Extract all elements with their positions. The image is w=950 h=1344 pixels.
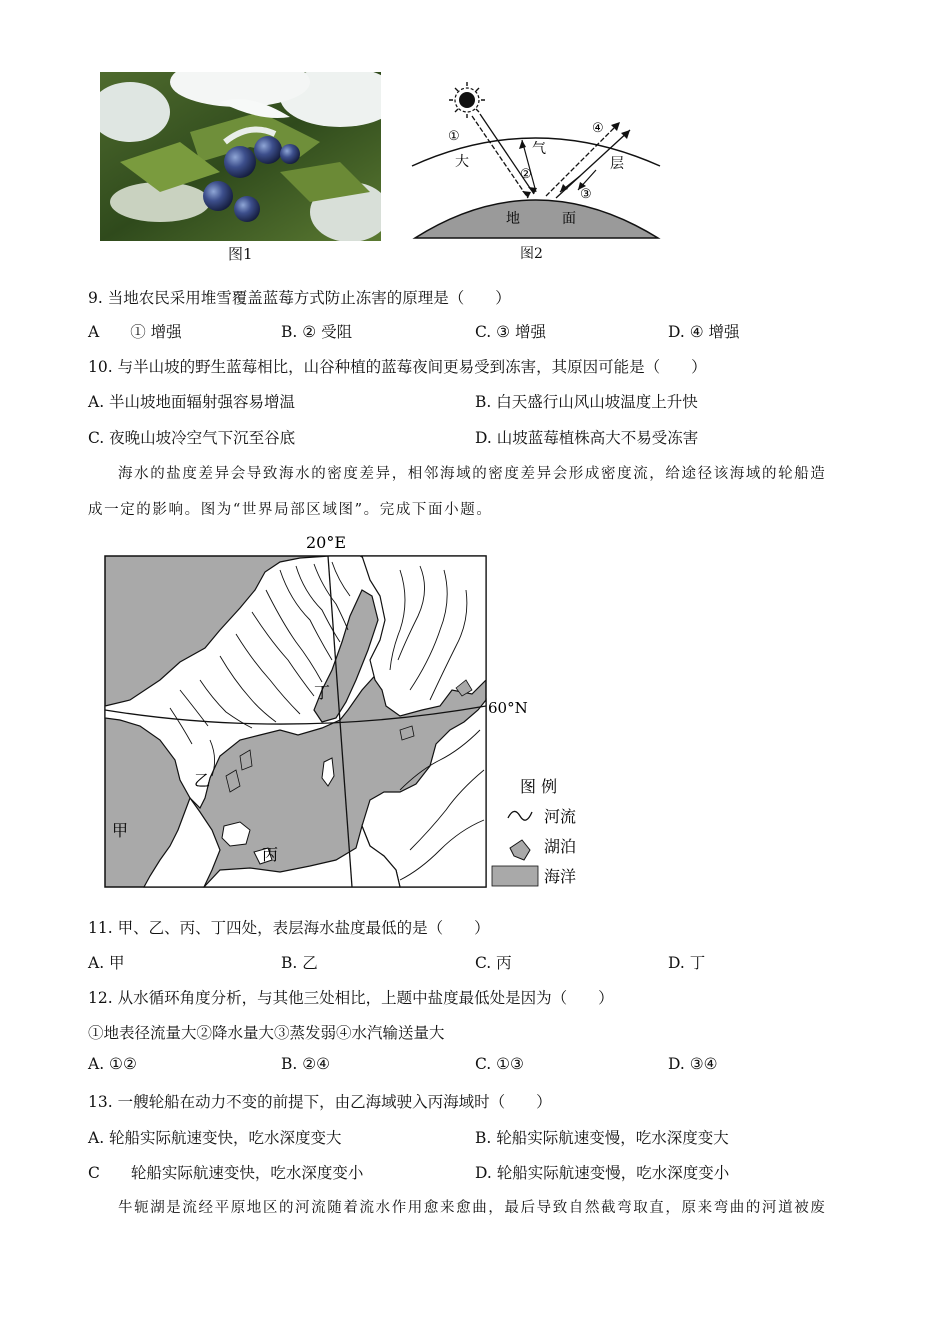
figure-1-caption: 图1	[228, 245, 253, 263]
place-jia: 甲	[112, 821, 129, 840]
question-11-option-c: C. 丙	[475, 954, 512, 972]
question-12-option-d: D. ③④	[668, 1055, 718, 1073]
label-atm-2: 气	[532, 141, 546, 157]
river-legend-icon	[508, 811, 532, 820]
place-bing: 丙	[262, 845, 279, 864]
ocean-legend-icon	[492, 866, 538, 886]
region-map	[100, 530, 600, 892]
label-1: ①	[448, 129, 460, 144]
question-10-stem: 10. 与半山坡的野生蓝莓相比，山谷种植的蓝莓夜间更易受到冻害，其原因可能是（ ）	[88, 358, 707, 376]
place-ding: 丁	[314, 683, 331, 702]
question-13-option-d: D. 轮船实际航速变慢，吃水深度变小	[475, 1164, 730, 1182]
map-legend	[492, 777, 576, 886]
label-3: ③	[580, 187, 592, 202]
legend-lake: 湖泊	[544, 837, 577, 856]
question-11-option-b: B. 乙	[281, 954, 318, 972]
figure-2-diagram	[410, 80, 670, 242]
question-12-stem: 12. 从水循环角度分析，与其他三处相比，上题中盐度最低处是因为（ ）	[88, 989, 614, 1007]
label-atm-1: 大	[455, 154, 469, 170]
legend-ocean: 海洋	[544, 867, 577, 886]
question-12-option-b: B. ②④	[281, 1055, 331, 1073]
question-11-stem: 11. 甲、乙、丙、丁四处，表层海水盐度最低的是（ ）	[88, 919, 490, 937]
question-9-option-c: C. ③ 增强	[475, 323, 546, 341]
passage-2-line-1: 海水的盐度差异会导致海水的密度差异，相邻海域的密度差异会形成密度流，给途径该海域的轮船造	[118, 466, 827, 482]
question-11-option-a: A. 甲	[88, 954, 125, 972]
question-12-option-c: C. ①③	[475, 1055, 524, 1073]
question-9-option-b: B. ② 受阻	[281, 323, 353, 341]
ground-surface	[415, 200, 658, 238]
place-yi: 乙	[194, 771, 211, 790]
question-10-option-c: C. 夜晚山坡冷空气下沉至谷底	[88, 429, 296, 447]
question-12-option-a: A. ①②	[88, 1055, 137, 1073]
lake-legend-icon	[510, 840, 530, 860]
sun-icon	[449, 82, 485, 118]
question-12-statements: ①地表径流量大②降水量大③蒸发弱④水汽输送量大	[88, 1024, 445, 1042]
question-10-option-a: A. 半山坡地面辐射强容易增温	[88, 393, 296, 411]
question-13-option-a: A. 轮船实际航速变快，吃水深度变大	[88, 1129, 342, 1147]
label-20e: 20°E	[306, 533, 347, 552]
label-2: ②	[520, 167, 532, 182]
question-11-option-d: D. 丁	[668, 954, 706, 972]
label-60n: 60°N	[488, 699, 528, 717]
question-10-option-b: B. 白天盛行山风山坡温度上升快	[475, 393, 698, 411]
label-4: ④	[592, 121, 604, 136]
figure-1-photo	[100, 72, 381, 241]
label-atm-3: 层	[610, 156, 624, 172]
blueberry-snow-image	[100, 72, 381, 241]
question-9-option-a: A ① 增强	[88, 323, 182, 341]
question-9-stem: 9. 当地农民采用堆雪覆盖蓝莓方式防止冻害的原理是（ ）	[88, 289, 511, 307]
label-ground-2: 面	[562, 211, 576, 227]
question-10-option-d: D. 山坡蓝莓植株高大不易受冻害	[475, 429, 699, 447]
label-ground-1: 地	[506, 211, 520, 227]
legend-title: 图 例	[520, 777, 558, 796]
question-9-option-d: D. ④ 增强	[668, 323, 740, 341]
passage-3-line-1: 牛轭湖是流经平原地区的河流随着流水作用愈来愈曲，最后导致自然截弯取直，原来弯曲的河道被废	[118, 1200, 827, 1216]
legend-river: 河流	[544, 807, 577, 826]
figure-2-caption: 图2	[520, 246, 543, 262]
question-13-option-b: B. 轮船实际航速变慢，吃水深度变大	[475, 1129, 729, 1147]
question-13-option-c: C 轮船实际航速变快，吃水深度变小	[88, 1164, 364, 1182]
question-13-stem: 13. 一艘轮船在动力不变的前提下，由乙海域驶入丙海域时（ ）	[88, 1093, 552, 1111]
passage-2-line-2: 成一定的影响。图为“世界局部区域图”。完成下面小题。	[88, 502, 493, 518]
